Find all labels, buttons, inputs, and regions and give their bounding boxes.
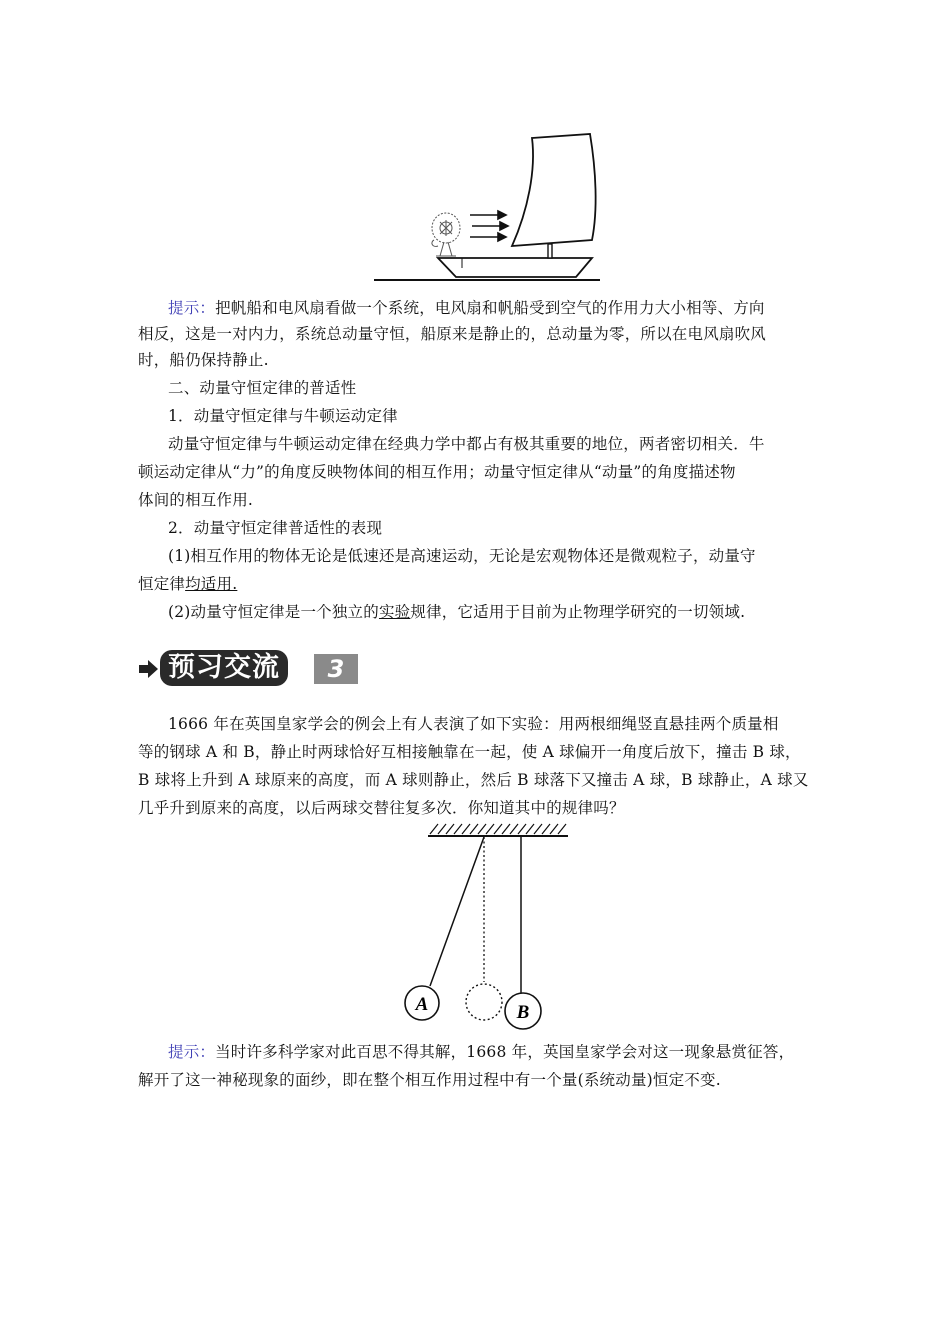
section2-item1-line1: (1)相互作用的物体无论是低速还是高速运动，无论是宏观物体还是微观粒子，动量守 <box>168 547 756 565</box>
hint1-line3: 时，船仍保持静止. <box>138 351 269 369</box>
hint2-text1: 当时许多科学家对此百思不得其解，1668 年，英国皇家学会对这一现象悬赏征答， <box>215 1043 795 1061</box>
question-line3: B 球将上升到 A 球原来的高度，而 A 球则静止，然后 B 球落下又撞击 A 球，B 球静止，A 球又 <box>138 771 809 789</box>
hint1-line2: 相反，这是一对内力，系统总动量守恒，船原来是静止的，总动量为零，所以在电风扇吹风 <box>138 325 767 343</box>
section2-item2 <box>168 600 745 622</box>
hint1-line1 <box>168 296 765 318</box>
hint2-line2: 解开了这一神秘现象的面纱，即在整个相互作用过程中有一个量(系统动量)恒定不变. <box>138 1071 721 1089</box>
sailboat-figure <box>360 130 610 285</box>
item2-pre: (2)动量守恒定律是一个独立的 <box>168 603 379 621</box>
hint1-text1: 把帆船和电风扇看做一个系统，电风扇和帆船受到空气的作用力大小相等、方向 <box>215 299 765 317</box>
section2-sub1: 1．动量守恒定律与牛顿运动定律 <box>168 407 398 425</box>
pendulum-figure <box>400 818 580 1030</box>
question-line2: 等的钢球 A 和 B，静止时两球恰好互相接触靠在一起，使 A 球偏开一角度后放下，撞击 B 球， <box>138 743 801 761</box>
item2-post: 规律，它适用于目前为止物理学研究的一切领域. <box>410 603 746 621</box>
ball-b-label: B <box>516 1002 530 1023</box>
wind-arrows-icon <box>470 211 508 241</box>
hint1-label: 提示： <box>168 299 216 317</box>
ceiling-hatch <box>428 824 568 836</box>
section2-item1-line2 <box>138 572 237 594</box>
badge-title: 预习交流 <box>160 650 288 686</box>
arrow-right-icon <box>138 658 160 680</box>
question-line4: 几乎升到原来的高度，以后两球交替往复多次．你知道其中的规律吗？ <box>138 799 625 817</box>
item1-underlined: 均适用. <box>185 575 238 593</box>
section2-heading: 二、动量守恒定律的普适性 <box>168 379 357 397</box>
section2-sub2: 2．动量守恒定律普适性的表现 <box>168 519 383 537</box>
item2-underlined: 实验 <box>378 603 411 621</box>
question-line1: 1666 年在英国皇家学会的例会上有人表演了如下实验：用两根细绳竖直悬挂两个质量相 <box>168 715 779 733</box>
hint2-label: 提示： <box>168 1043 216 1061</box>
item1-pre: 恒定律 <box>138 575 186 593</box>
string-a <box>430 837 484 986</box>
hint2-line1 <box>168 1040 794 1062</box>
preview-exchange-badge <box>138 648 362 690</box>
section2-p1-line2: 顿运动定律从“力”的角度反映物体间的相互作用；动量守恒定律从“动量”的角度描述物 <box>138 463 736 481</box>
section2-p1-line3: 体间的相互作用. <box>138 491 254 509</box>
section2-p1-line1: 动量守恒定律与牛顿运动定律在经典力学中都占有极其重要的地位，两者密切相关．牛 <box>168 435 765 453</box>
ball-rest <box>466 984 502 1020</box>
ball-a-label: A <box>415 994 429 1015</box>
fan-icon <box>432 213 460 256</box>
badge-number: 3 <box>314 654 358 684</box>
